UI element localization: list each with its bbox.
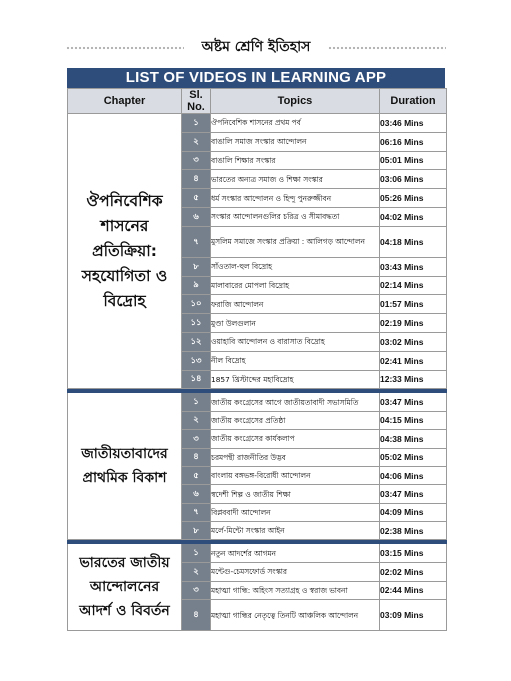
topic-title: মুণ্ডা উলগুলান: [211, 314, 380, 333]
topic-title: বাঙালি শিক্ষার সংস্কার: [211, 151, 380, 170]
table-row: [68, 393, 447, 411]
serial-number: ৯: [182, 276, 211, 295]
chapter-title: ভারতের জাতীয় আন্দোলনের আদর্শ ও বিবর্তন: [79, 555, 170, 620]
column-header-duration: Duration: [380, 89, 447, 114]
serial-number: ১: [182, 393, 211, 411]
video-duration: 03:06 Mins: [380, 170, 447, 189]
serial-number: ১০: [182, 295, 211, 314]
video-duration: 03:15 Mins: [380, 544, 447, 563]
dotted-rule-left: [66, 46, 184, 51]
video-duration: 01:57 Mins: [380, 295, 447, 314]
video-duration: 03:02 Mins: [380, 332, 447, 351]
serial-number: ৪: [182, 170, 211, 189]
chapter-cell: [68, 393, 182, 540]
serial-number: ১৩: [182, 351, 211, 370]
topic-title: জাতীয় কংগ্রেসের কার্যকলাপ: [211, 430, 380, 448]
topic-title: মুসলিম সমাজে সংস্কার প্রক্রিয়া : আলিগড় আন্দোলন: [211, 226, 380, 257]
video-list-table: [67, 88, 447, 631]
topic-title: মহাত্মা গান্ধি: অহিংস সত্যাগ্রহ ও স্বরাজ ভাবনা: [211, 581, 380, 600]
topic-title: মর্লে-মিন্টো সংস্কার আইন: [211, 522, 380, 540]
page-title: অষ্টম শ্রেণি ইতিহাস: [196, 35, 317, 59]
serial-number: ৪: [182, 448, 211, 466]
serial-number: ৭: [182, 226, 211, 257]
table-row: [68, 544, 447, 563]
video-duration: 03:09 Mins: [380, 600, 447, 631]
topic-title: 1857 খ্রিস্টাব্দের মহাবিদ্রোহ: [211, 370, 380, 389]
video-duration: 03:46 Mins: [380, 114, 447, 133]
topic-title: ভারতের অন্যত্র সমাজ ও শিক্ষা সংস্কার: [211, 170, 380, 189]
topic-title: মালাবারের মোপলা বিদ্রোহ: [211, 276, 380, 295]
serial-number: ৫: [182, 466, 211, 484]
list-title: LIST OF VIDEOS IN LEARNING APP: [67, 68, 445, 88]
serial-number: ৪: [182, 600, 211, 631]
video-duration: 12:33 Mins: [380, 370, 447, 389]
serial-number: ৮: [182, 257, 211, 276]
topic-title: নীল বিদ্রোহ: [211, 351, 380, 370]
table-header-row: [68, 89, 447, 114]
video-duration: 05:02 Mins: [380, 448, 447, 466]
serial-number: ৩: [182, 151, 211, 170]
chapter-title: জাতীয়তাবাদের প্রাথমিক বিকাশ: [81, 446, 168, 487]
serial-number: ৭: [182, 503, 211, 521]
serial-number: ২: [182, 563, 211, 582]
topic-title: মন্টেগু-চেমসফোর্ড সংস্কার: [211, 563, 380, 582]
video-duration: 04:15 Mins: [380, 411, 447, 429]
serial-number: ১৪: [182, 370, 211, 389]
serial-number: ৬: [182, 207, 211, 226]
table-row: [68, 114, 447, 133]
video-duration: 04:02 Mins: [380, 207, 447, 226]
serial-number: ১: [182, 114, 211, 133]
topic-title: মহাত্মা গান্ধির নেতৃত্বে তিনটি আঞ্চলিক আন্দোলন: [211, 600, 380, 631]
topic-title: ঔপনিবেশিক শাসনের প্রথম পর্ব: [211, 114, 380, 133]
serial-number: ৩: [182, 581, 211, 600]
serial-number: ১: [182, 544, 211, 563]
video-duration: 03:47 Mins: [380, 485, 447, 503]
topic-title: বাঙালি সমাজ সংস্কার আন্দোলন: [211, 132, 380, 151]
video-duration: 04:06 Mins: [380, 466, 447, 484]
video-duration: 05:26 Mins: [380, 189, 447, 208]
topic-title: চরমপন্থী রাজনীতির উদ্ভব: [211, 448, 380, 466]
serial-number: ৮: [182, 522, 211, 540]
topic-title: বাংলায় বঙ্গভঙ্গ-বিরোধী আন্দোলন: [211, 466, 380, 484]
serial-number: ১১: [182, 314, 211, 333]
topic-title: জাতীয় কংগ্রেসের প্রতিষ্ঠা: [211, 411, 380, 429]
serial-number: ৬: [182, 485, 211, 503]
serial-number: ২: [182, 411, 211, 429]
video-duration: 06:16 Mins: [380, 132, 447, 151]
video-duration: 02:41 Mins: [380, 351, 447, 370]
page-header: [66, 34, 446, 60]
topic-title: ধর্ম সংস্কার আন্দোলন ও হিন্দু পুনরুজ্জীবন: [211, 189, 380, 208]
dotted-rule-right: [328, 46, 446, 51]
video-duration: 02:38 Mins: [380, 522, 447, 540]
video-duration: 04:18 Mins: [380, 226, 447, 257]
chapter-title: ঔপনিবেশিক শাসনের প্রতিক্রিয়া: সহযোগিতা ও বিদ্রোহ: [81, 191, 168, 310]
topic-title: ফরাজি আন্দোলন: [211, 295, 380, 314]
topic-title: বিপ্লববাদী আন্দোলন: [211, 503, 380, 521]
chapter-cell: [68, 114, 182, 389]
serial-number: ৩: [182, 430, 211, 448]
video-duration: 04:09 Mins: [380, 503, 447, 521]
serial-number: ২: [182, 132, 211, 151]
video-duration: 02:19 Mins: [380, 314, 447, 333]
topic-title: সাঁওতাল-হুল বিদ্রোহ: [211, 257, 380, 276]
video-duration: 02:14 Mins: [380, 276, 447, 295]
topic-title: স্বদেশী শিল্প ও জাতীয় শিক্ষা: [211, 485, 380, 503]
topic-title: ওয়াহাবি আন্দোলন ও বারাসাত বিদ্রোহ: [211, 332, 380, 351]
video-duration: 03:47 Mins: [380, 393, 447, 411]
column-header-sl-no: Sl. No.: [182, 89, 211, 114]
column-header-topics: Topics: [211, 89, 380, 114]
video-duration: 05:01 Mins: [380, 151, 447, 170]
topic-title: নতুন আদর্শের আগমন: [211, 544, 380, 563]
topic-title: জাতীয় কংগ্রেসের আগে জাতীয়তাবাদী সভাসমিতি: [211, 393, 380, 411]
video-duration: 04:38 Mins: [380, 430, 447, 448]
video-duration: 02:02 Mins: [380, 563, 447, 582]
video-duration: 02:44 Mins: [380, 581, 447, 600]
chapter-cell: [68, 544, 182, 630]
serial-number: ১২: [182, 332, 211, 351]
column-header-chapter: Chapter: [68, 89, 182, 114]
table-body: [68, 114, 447, 631]
serial-number: ৫: [182, 189, 211, 208]
topic-title: সংস্কার আন্দোলনগুলির চরিত্র ও সীমাবদ্ধতা: [211, 207, 380, 226]
video-duration: 03:43 Mins: [380, 257, 447, 276]
